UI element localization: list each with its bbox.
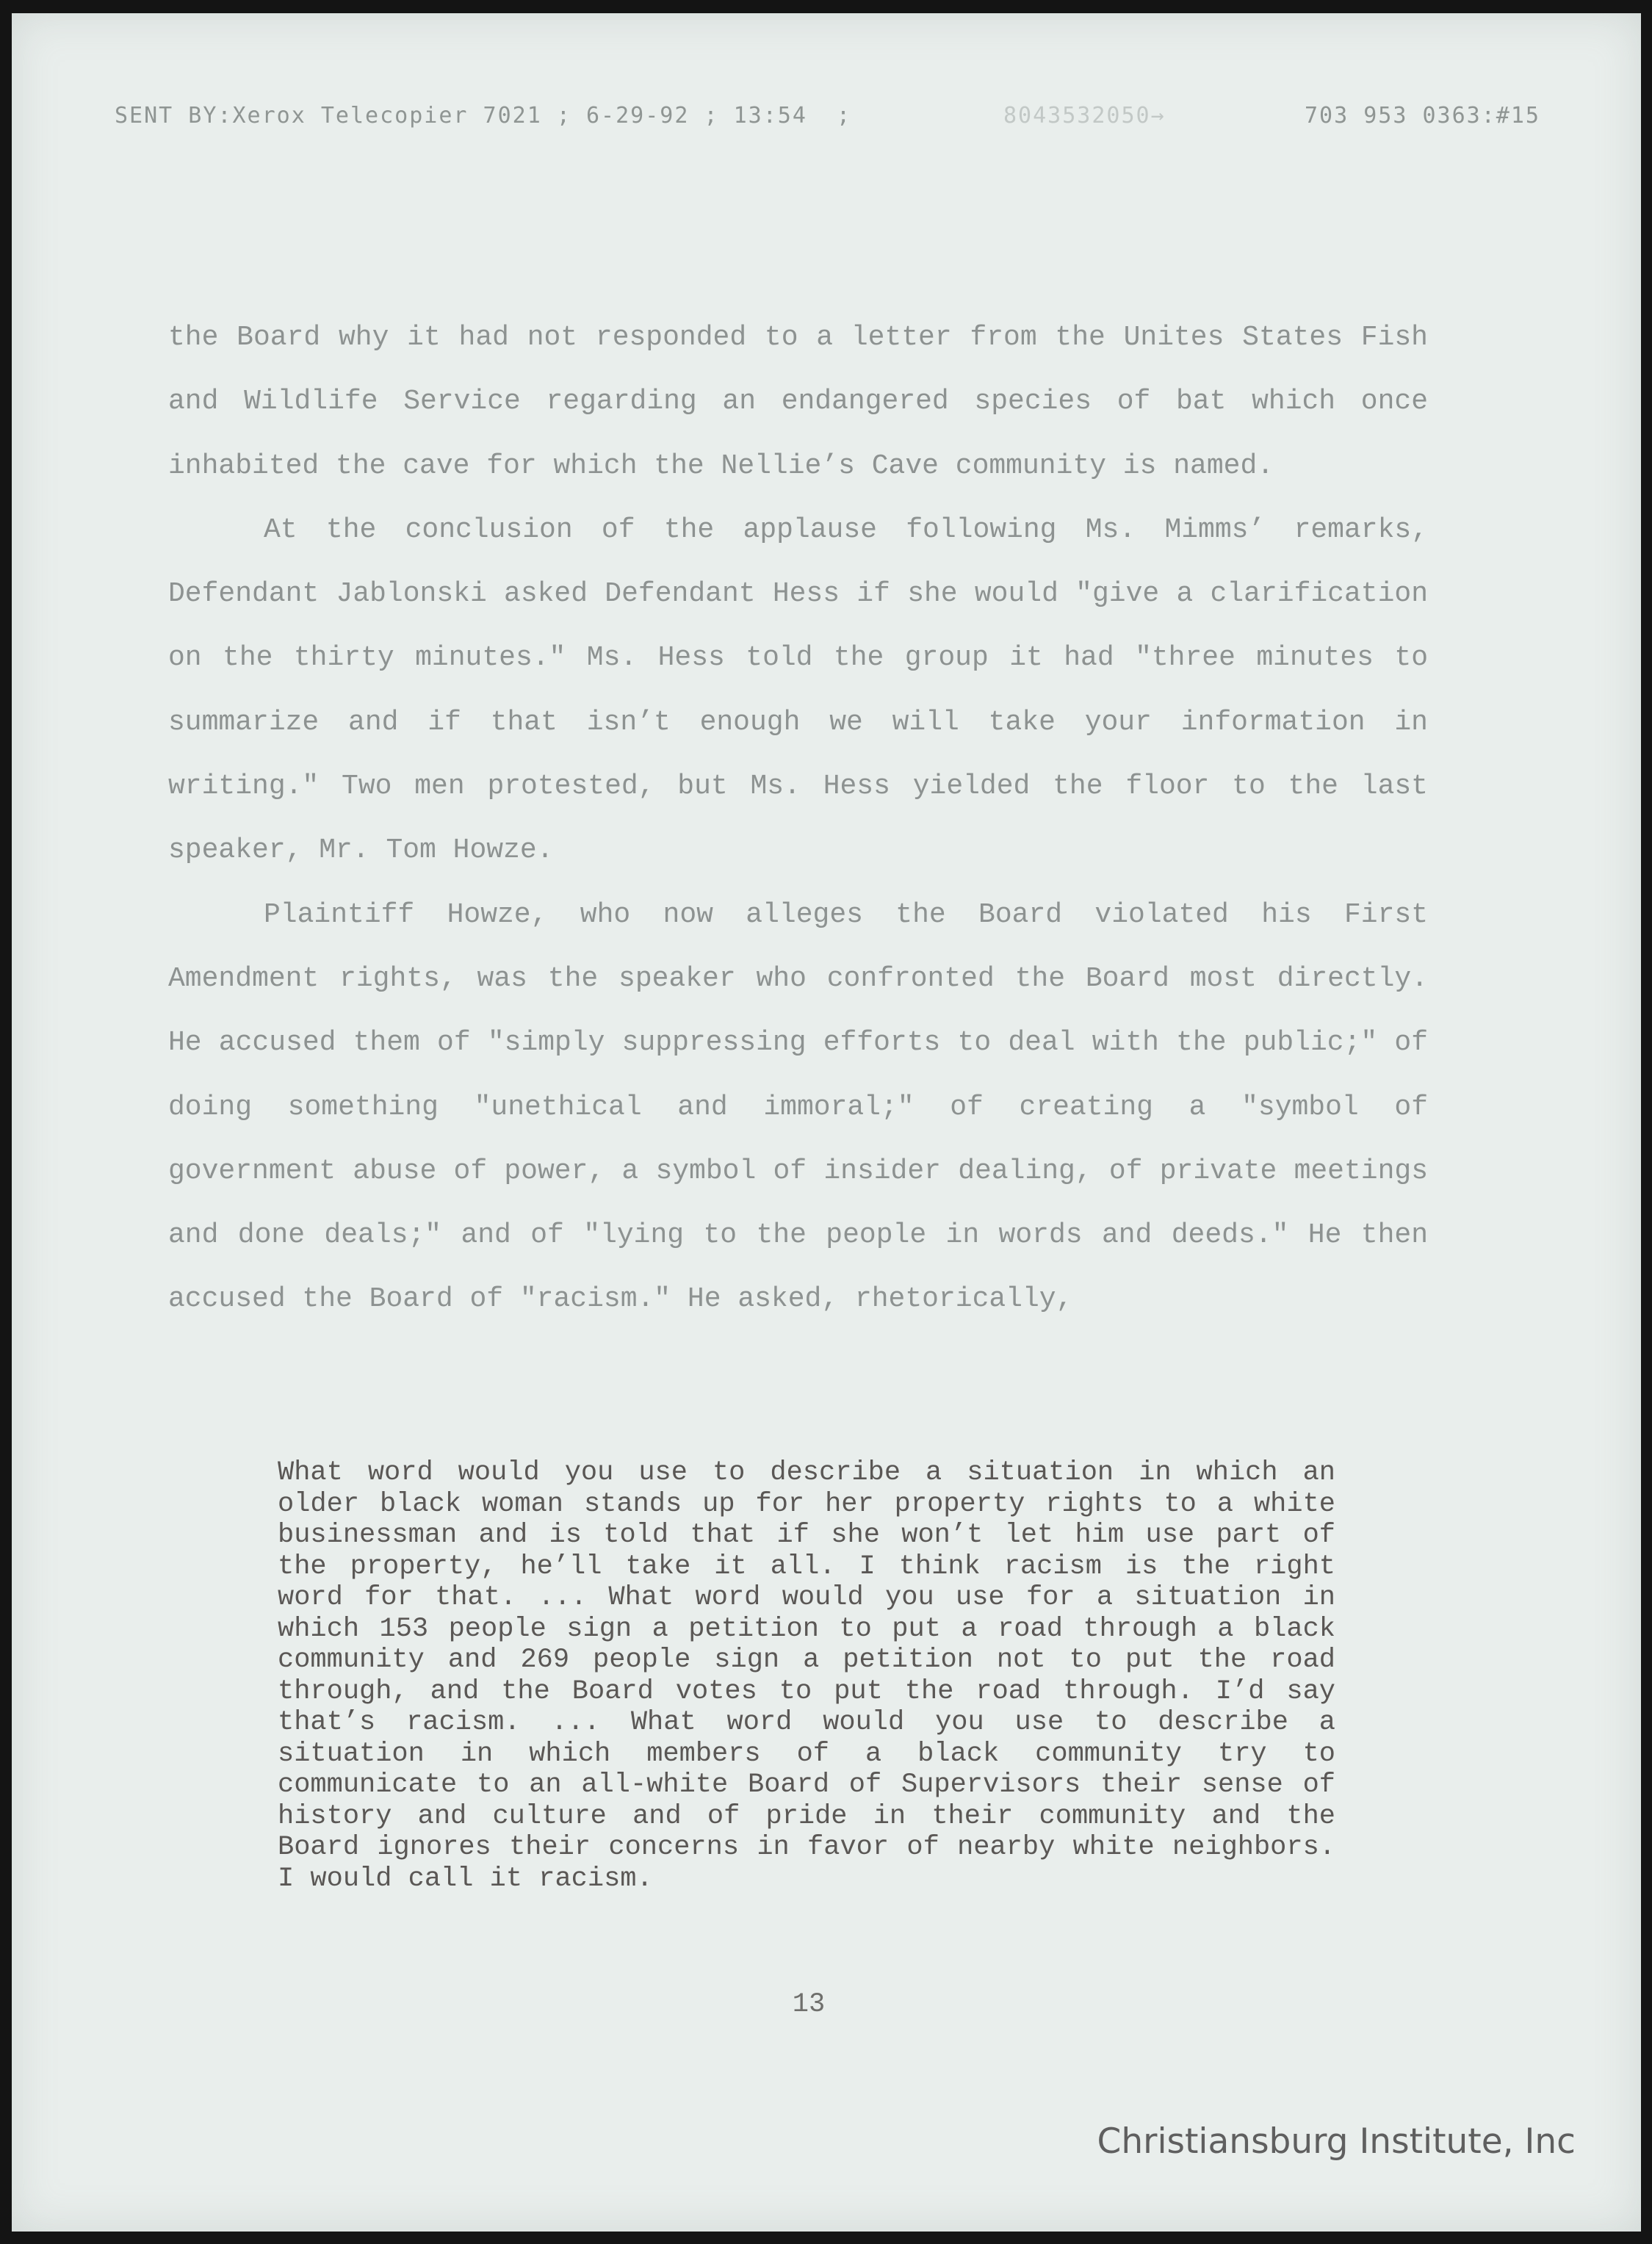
block-quote-howze: What word would you use to describe a situation in which an older black woman stands up for her property rights to a white businessman and is told that if she won’t let him use part of the property, he’ll take it all. I think racism is the right word for that. ... What word would you use for a situation in which 153 people sign a petition to put a road through a black community and 269 people sign a petition not to put the road through, and the Board votes to put the road through. I’d say that’s racism. ... What word would you use to describe a situation in which members of a black community try to communicate to an all-white Board of Supervisors their sense of history and culture and of pride in their community and the Board ignores their concerns in favor of nearby white neighbors. I would call it racism. bbox=[278, 1457, 1335, 1894]
page-number: 13 bbox=[792, 1989, 826, 2020]
fax-to-number-page: 703 953 0363:#15 bbox=[1305, 103, 1540, 129]
body-text bbox=[168, 306, 1428, 1332]
document-page bbox=[12, 13, 1641, 2232]
fax-from-number: 8043532050→ bbox=[1003, 103, 1166, 129]
paragraph-howze: Plaintiff Howze, who now alleges the Board violated his First Amendment rights, was the speaker who confronted the Board most directly. He accused them of "simply suppressing efforts to deal with the public;" of doing something "unethical and immoral;" of creating a "symbol of government abuse of power, a symbol of insider dealing, of private meetings and done deals;" and of "lying to the people in words and deeds." He then accused the Board of "racism." He asked, rhetorically, bbox=[168, 898, 1428, 1316]
paragraph-hess-clarification: At the conclusion of the applause following Ms. Mimms’ remarks, Defendant Jablonski asked Defendant Hess if she would "give a clarification on the thirty minutes." Ms. Hess told the group it had "three minutes to summarize and if that isn’t enough we will take your information in writing." Two men protested, but Ms. Hess yielded the floor to the last speaker, Mr. Tom Howze. bbox=[168, 513, 1428, 867]
fax-sender-line: SENT BY:Xerox Telecopier 7021 ; 6-29-92 ; 13:54 ; bbox=[115, 103, 852, 129]
watermark-text: Christiansburg Institute, Inc bbox=[1097, 2121, 1576, 2162]
fax-header bbox=[115, 103, 1547, 231]
paragraph-continued: the Board why it had not responded to a letter from the Unites States Fish and Wildlife Service regarding an endangered species of bat which once inhabited the cave for which the Nellie’s Cave community is named. bbox=[168, 322, 1428, 482]
